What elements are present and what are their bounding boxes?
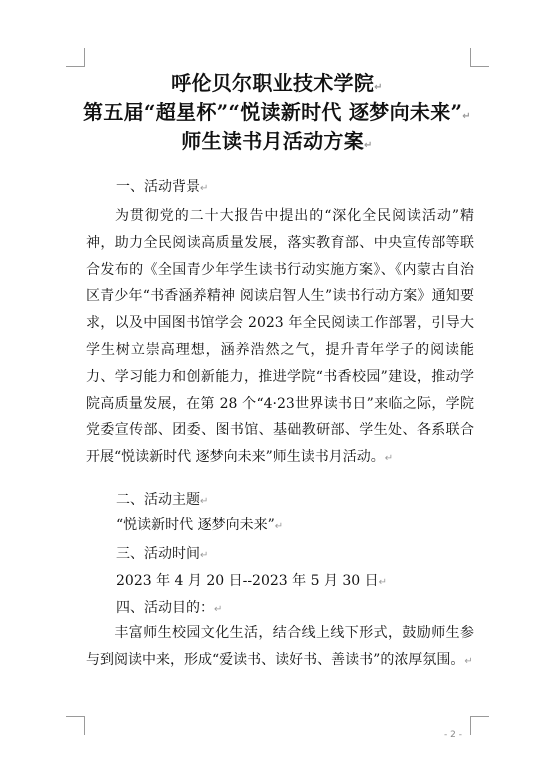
theme-line: “悦读新时代 逐梦向未来”↵ <box>116 517 284 533</box>
crop-mark-top-left <box>66 48 85 67</box>
title-line-2: 第五届“超星杯”“悦读新时代 逐梦向未来”↵ <box>83 100 471 124</box>
section-paragraph-purpose: 丰富师生校园文化生活，结合线上线下形式，鼓励师生参与到阅读中来，形成“爱读书、读好书、善读书”的浓厚氛围。↵ <box>86 625 474 668</box>
section-paragraph-background: 为贯彻党的二十大报告中提出的“深化全民阅读活动”精神，助力全民阅读高质量发展，落实教育部、中央宣传部等联合发布的《全国青少年学生读书行动实施方案》、《内蒙古自治区青少年“书香涵养精神 阅读启智人生”读书行动方案》通知要求，以及中国图书馆学会 2023 年全民阅读工作部署，引导大学生树立崇高理想，涵养浩然之气，提升青年学子的阅读能力、学习能力和创新能力，推进学院“书香校园”建设，推动学院高质量发展，在第 28 个“4·23世界读书日”来临之际，学院党委宣传部、团委、图书馆、基础教研部、学生处、各系联合开展“悦读新时代 逐梦向未来”师生读书月活动。↵ <box>86 208 474 466</box>
crop-mark-top-right <box>470 48 489 67</box>
section-heading-purpose: 四、活动目的：↵ <box>116 600 223 616</box>
page-number: - 2 - <box>444 730 462 740</box>
section-heading-background: 一、活动背景↵ <box>116 179 209 195</box>
crop-mark-bottom-right <box>470 716 489 735</box>
title-line-3: 师生读书月活动方案↵ <box>181 129 373 153</box>
section-heading-theme: 二、活动主题↵ <box>116 492 209 508</box>
title-line-1: 呼伦贝尔职业技术学院↵ <box>171 71 383 95</box>
time-line: 2023 年 4 月 20 日--2023 年 5 月 30 日↵ <box>116 573 388 589</box>
document-title <box>60 71 494 158</box>
crop-mark-bottom-left <box>66 716 85 735</box>
section-heading-time: 三、活动时间↵ <box>116 546 209 562</box>
